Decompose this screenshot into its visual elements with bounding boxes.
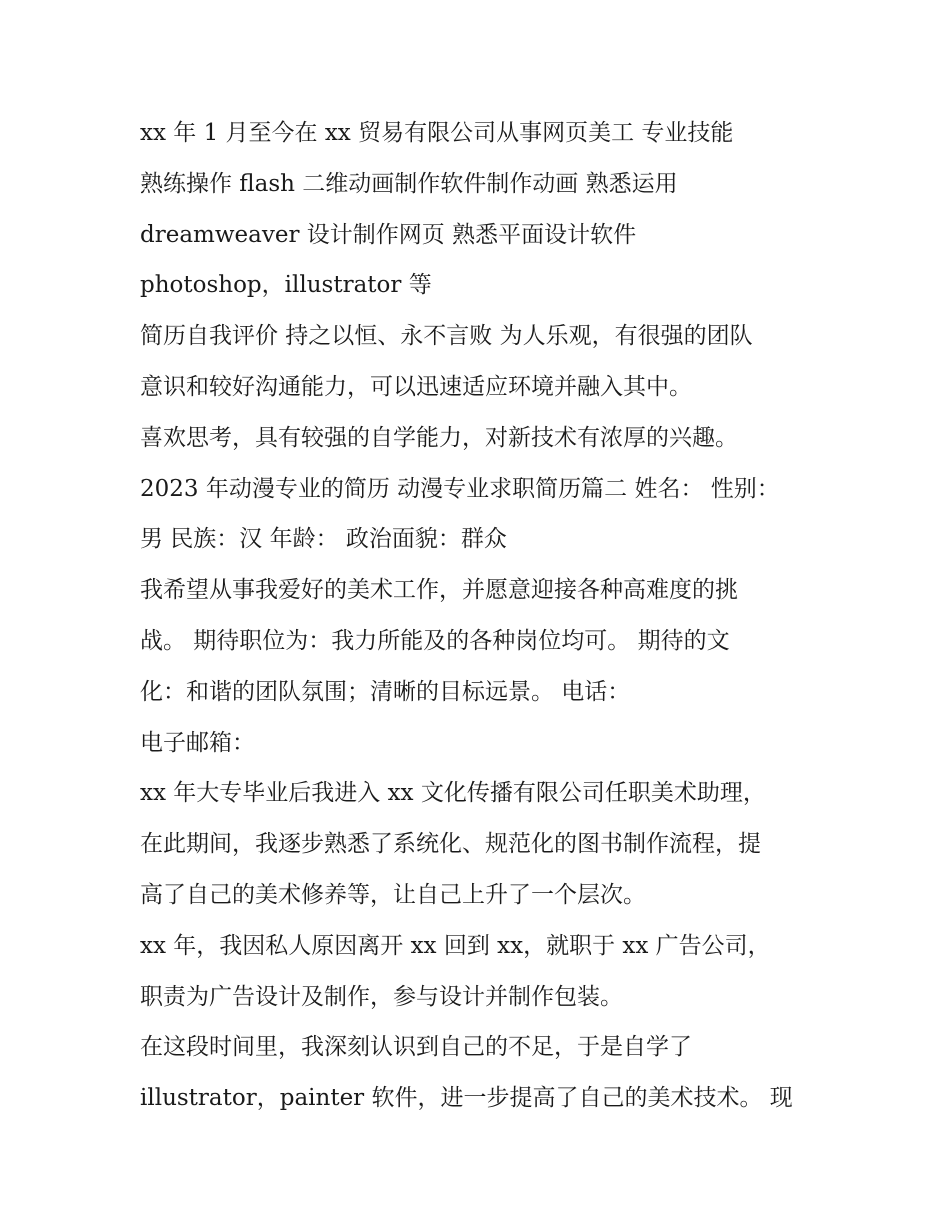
text-line: 职责为广告设计及制作，参与设计并制作包装。 (140, 983, 623, 1010)
body-text (140, 108, 840, 1124)
text-line: xx 年 1 月至今在 xx 贸易有限公司从事网页美工 专业技能 (140, 120, 734, 146)
text-line: 熟练操作 flash 二维动画制作软件制作动画 熟悉运用 (140, 170, 678, 197)
text-line: 我希望从事我爱好的美术工作，并愿意迎接各种高难度的挑 (140, 577, 738, 604)
text-line: 电子邮箱： (140, 729, 255, 756)
text-line: 战。 期待职位为：我力所能及的各种岗位均可。 期待的文 (140, 627, 730, 654)
text-line: 化：和谐的团队氛围；清晰的目标远景。 电话： (140, 678, 631, 705)
text-line: 男 民族：汉 年龄： 政治面貌：群众 (140, 526, 507, 553)
text-line: photoshop，illustrator 等 (140, 272, 432, 299)
text-line: 高了自己的美术修养等，让自己上升了一个层次。 (140, 881, 646, 908)
text-line: 在此期间，我逐步熟悉了系统化、规范化的图书制作流程，提 (140, 831, 761, 858)
text-line: xx 年，我因私人原因离开 xx 回到 xx，就职于 xx 广告公司， (140, 932, 771, 959)
text-line: dreamweaver 设计制作网页 熟悉平面设计软件 (140, 221, 637, 248)
text-line: illustrator，painter 软件，进一步提高了自己的美术技术。 现 (140, 1085, 793, 1112)
text-line: 2023 年动漫专业的简历 动漫专业求职简历篇二 姓名： 性别： (140, 475, 780, 502)
text-line: xx 年大专毕业后我进入 xx 文化传播有限公司任职美术助理， (140, 780, 766, 807)
text-line: 简历自我评价 持之以恒、永不言败 为人乐观，有很强的团队 (140, 323, 753, 350)
text-line: 喜欢思考，具有较强的自学能力，对新技术有浓厚的兴趣。 (140, 424, 738, 451)
text-line: 在这段时间里，我深刻认识到自己的不足，于是自学了 (140, 1034, 692, 1061)
text-line: 意识和较好沟通能力，可以迅速适应环境并融入其中。 (140, 373, 692, 400)
